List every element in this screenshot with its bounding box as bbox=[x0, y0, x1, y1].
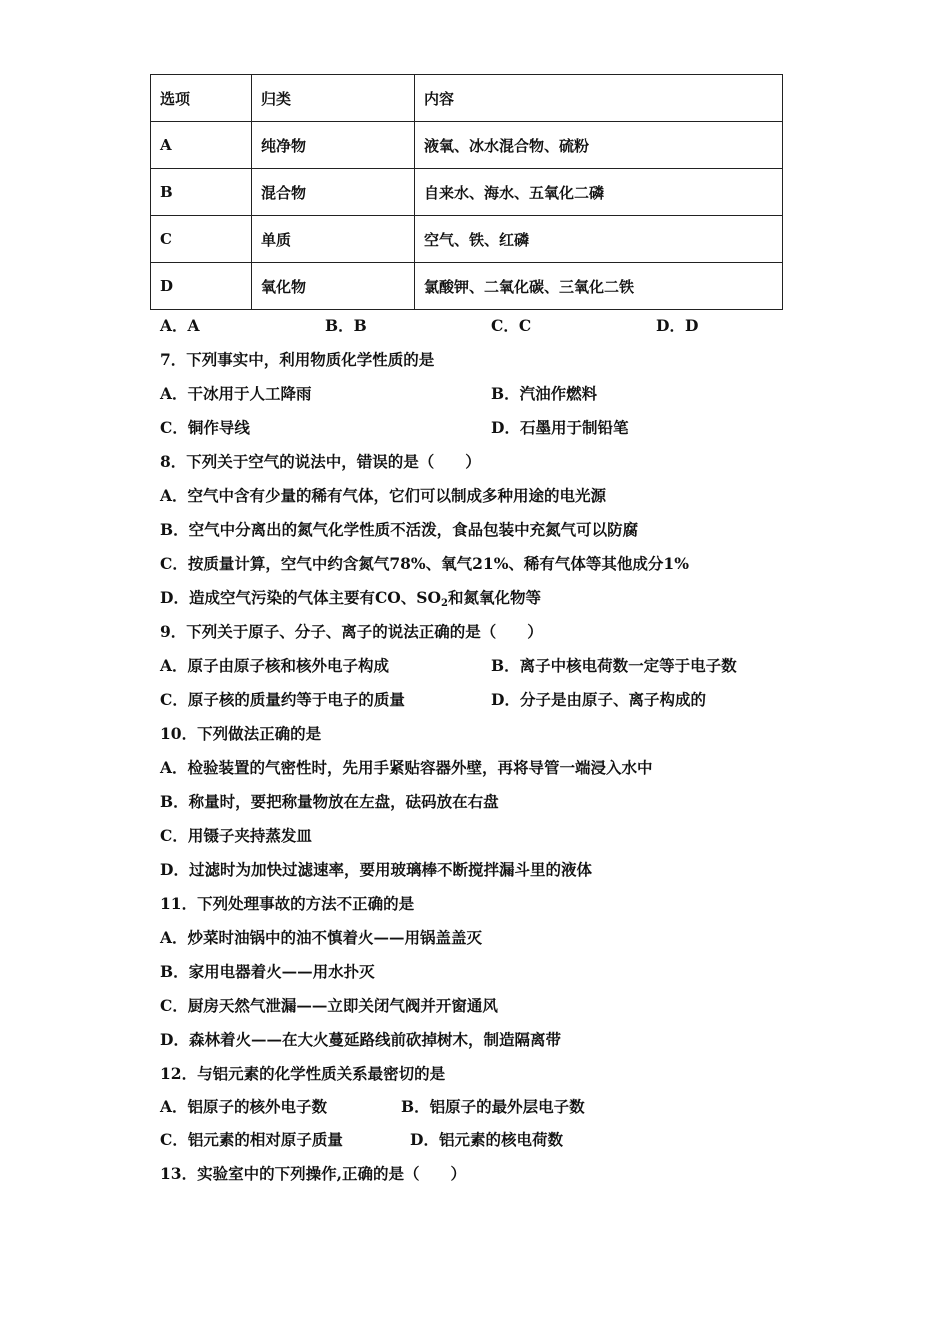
q8-option-a: A．空气中含有少量的稀有气体，它们可以制成多种用途的电光源 bbox=[160, 486, 607, 505]
q8-option-b: B．空气中分离出的氮气化学性质不活泼，食品包装中充氮气可以防腐 bbox=[160, 520, 639, 539]
table-cell: B bbox=[151, 169, 252, 216]
q9-option-c: C．原子核的质量约等于电子的质量 bbox=[160, 690, 405, 709]
q10-option-d: D．过滤时为加快过滤速率，要用玻璃棒不断搅拌漏斗里的液体 bbox=[160, 860, 592, 879]
table-cell: A bbox=[151, 122, 252, 169]
q9-option-d: D．分子是由原子、离子构成的 bbox=[491, 690, 706, 709]
classification-table bbox=[150, 74, 783, 310]
table-cell: C bbox=[151, 216, 252, 263]
table-cell: 纯净物 bbox=[252, 122, 415, 169]
table-cell: 氯酸钾、二氧化碳、三氧化二铁 bbox=[415, 263, 783, 310]
q6-option-b: B．B bbox=[325, 316, 367, 335]
subscript: 2 bbox=[440, 598, 448, 609]
table-header-cell: 归类 bbox=[252, 75, 415, 122]
table-cell: 混合物 bbox=[252, 169, 415, 216]
q12-stem: 12．与铝元素的化学性质关系最密切的是 bbox=[160, 1064, 446, 1083]
table-row bbox=[151, 169, 783, 216]
q13-stem: 13．实验室中的下列操作,正确的是（ ） bbox=[160, 1164, 466, 1183]
q6-option-d: D．D bbox=[656, 316, 699, 335]
q7-option-a: A．干冰用于人工降雨 bbox=[160, 384, 312, 403]
q6-option-a: A．A bbox=[160, 316, 200, 335]
table-cell: 氧化物 bbox=[252, 263, 415, 310]
q8-stem: 8．下列关于空气的说法中，错误的是（ ） bbox=[160, 452, 481, 471]
q8-option-d bbox=[160, 588, 541, 614]
table-header-row bbox=[151, 75, 783, 122]
q9-stem: 9．下列关于原子、分子、离子的说法正确的是（ ） bbox=[160, 622, 543, 641]
table-row bbox=[151, 216, 783, 263]
q10-option-a: A．检验装置的气密性时，先用手紧贴容器外壁，再将导管一端浸入水中 bbox=[160, 758, 653, 777]
q7-option-b: B．汽油作燃料 bbox=[491, 384, 598, 403]
table-row bbox=[151, 263, 783, 310]
q7-option-d: D．石墨用于制铅笔 bbox=[491, 418, 629, 437]
q9-option-b: B．离子中核电荷数一定等于电子数 bbox=[491, 656, 737, 675]
q8-option-d-text-end: 和氮氧化物等 bbox=[447, 588, 541, 607]
q7-stem: 7．下列事实中，利用物质化学性质的是 bbox=[160, 350, 435, 369]
q11-option-c: C．厨房天然气泄漏——立即关闭气阀并开窗通风 bbox=[160, 996, 498, 1015]
table-header-cell: 内容 bbox=[415, 75, 783, 122]
table-row bbox=[151, 122, 783, 169]
table-header-cell: 选项 bbox=[151, 75, 252, 122]
q6-option-c: C．C bbox=[491, 316, 532, 335]
q10-option-c: C．用镊子夹持蒸发皿 bbox=[160, 826, 312, 845]
table-cell: D bbox=[151, 263, 252, 310]
q11-option-d: D．森林着火——在大火蔓延路线前砍掉树木，制造隔离带 bbox=[160, 1030, 561, 1049]
table-cell: 单质 bbox=[252, 216, 415, 263]
q12-option-d: D．铝元素的核电荷数 bbox=[410, 1130, 563, 1149]
table-cell: 空气、铁、红磷 bbox=[415, 216, 783, 263]
q11-stem: 11．下列处理事故的方法不正确的是 bbox=[160, 894, 415, 913]
q7-option-c: C．铜作导线 bbox=[160, 418, 250, 437]
q10-stem: 10．下列做法正确的是 bbox=[160, 724, 322, 743]
q8-option-d-text: D．造成空气污染的气体主要有CO、SO bbox=[160, 588, 441, 607]
q9-option-a: A．原子由原子核和核外电子构成 bbox=[160, 656, 390, 675]
q10-option-b: B．称量时，要把称量物放在左盘，砝码放在右盘 bbox=[160, 792, 499, 811]
table-cell: 液氧、冰水混合物、硫粉 bbox=[415, 122, 783, 169]
q12-option-b: B．铝原子的最外层电子数 bbox=[401, 1097, 585, 1116]
q8-option-c: C．按质量计算，空气中约含氮气78%、氧气21%、稀有气体等其他成分1% bbox=[160, 554, 689, 573]
table-cell: 自来水、海水、五氧化二磷 bbox=[415, 169, 783, 216]
q12-option-a: A．铝原子的核外电子数 bbox=[160, 1097, 328, 1116]
q11-option-a: A．炒菜时油锅中的油不慎着火——用锅盖盖灭 bbox=[160, 928, 483, 947]
q11-option-b: B．家用电器着火——用水扑灭 bbox=[160, 962, 375, 981]
q12-option-c: C．铝元素的相对原子质量 bbox=[160, 1130, 343, 1149]
